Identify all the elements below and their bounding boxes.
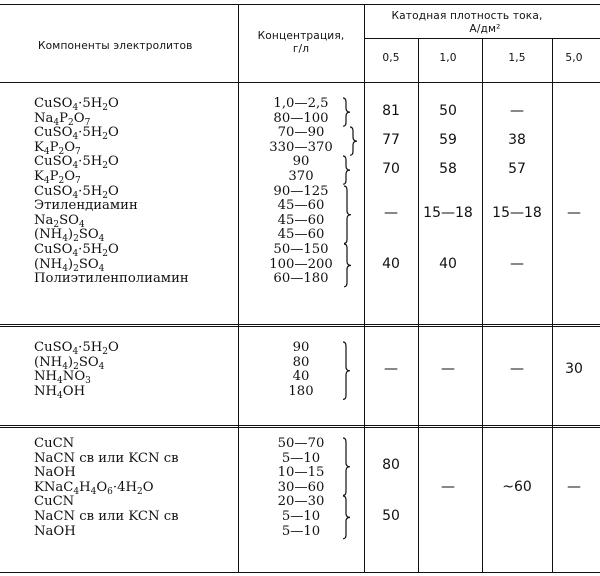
formula-text: KNaC [34,479,74,495]
formula-subscript: 2 [73,361,79,372]
component-name [34,465,76,481]
concentration-value: 80—100 [273,110,329,126]
concentration-value: 50—150 [273,242,329,257]
col-divider-components [238,4,239,572]
formula-text: Na [34,212,54,228]
density-value: 15—18 [492,204,542,221]
concentration-value: 5—10 [281,509,321,524]
rule-section-1b [0,326,600,327]
component-name [34,480,154,496]
density-value: — [510,361,524,378]
rule-header-bottom [0,82,600,83]
formula-text: O [108,340,119,355]
formula-text: SO [78,227,99,243]
formula-subscript: 4 [57,376,63,387]
formula-text: ·5H [78,183,103,199]
formula-text: O [108,242,119,257]
formula-subscript: 7 [84,117,91,128]
group-brace [342,156,352,184]
component-name [34,355,104,371]
formula-subscript: 2 [53,219,60,230]
formula-subscript: 4 [62,263,68,274]
rule-section-1 [0,324,600,325]
header-density-0-5: 0,5 [382,52,400,64]
formula-text: SO [59,212,79,228]
formula-text: P [59,110,69,126]
formula-text: CuCN [34,494,75,510]
component-name [34,509,179,525]
header-components: Компоненты электролитов [38,40,193,52]
formula-text: SO [78,256,99,272]
component-name [34,524,76,540]
component-name [34,257,104,273]
header-concentration-unit: г/л [292,43,310,55]
formula-subscript: 4 [72,190,79,201]
concentration-value: 5—10 [281,450,321,466]
formula-text: CuSO [34,125,73,141]
header-concentration: Концентрация, [257,30,345,42]
concentration-value: 45—60 [277,227,325,243]
component-name [34,198,138,214]
formula-subscript: 7 [75,146,81,157]
concentration-value: 30—60 [277,479,325,495]
formula-subscript: 4 [72,161,79,172]
formula-text: CuSO [34,242,73,257]
component-name [34,111,90,127]
component-name [34,154,119,170]
density-value: — [441,361,455,378]
header-current-density-unit: А/дм² [469,23,501,35]
formula-text: P [49,139,59,155]
formula-text: Полиэтиленполиамин [34,271,189,287]
density-value: 58 [439,161,457,177]
formula-text: NaCN св или KCN св [34,509,179,524]
formula-text: SO [78,354,99,370]
group-brace [342,496,352,539]
formula-text: ·5H [78,340,103,355]
header-density-1-0: 1,0 [439,52,457,64]
density-value: 50 [382,508,400,525]
concentration-value: 90 [292,154,310,170]
density-value: 50 [439,102,457,119]
formula-subscript: 4 [73,486,80,497]
formula-text: O [96,479,108,495]
concentration-value: 180 [288,383,314,399]
component-name [34,384,85,400]
group-brace [343,186,353,243]
group-brace [342,438,352,495]
density-value: — [510,255,524,272]
density-value: 59 [439,131,457,148]
rule-bottom [0,572,600,573]
concentration-value: 70—90 [277,125,325,141]
density-value: 81 [382,102,400,119]
component-name [34,227,104,243]
formula-text: ·5H [78,154,103,170]
formula-text: O [108,125,119,141]
formula-subscript: 2 [102,190,108,201]
formula-text: O [108,154,119,170]
formula-subscript: 4 [72,347,79,357]
concentration-value: 40 [292,369,310,385]
concentration-value: 370 [288,169,314,184]
formula-text: K [34,169,44,184]
formula-text: O [64,139,76,155]
rule-top [0,4,600,5]
formula-text: P [49,169,59,184]
density-value-shared: — [441,479,455,496]
concentration-value: 1,0—2,5 [273,96,329,111]
formula-text: O [64,169,76,184]
formula-subscript: 2 [102,161,108,172]
formula-subscript: 4 [90,486,97,497]
formula-subscript: 2 [73,234,79,245]
col-divider-1-0 [482,38,483,572]
formula-text: O [73,110,85,126]
formula-text: NaOH [34,523,76,539]
formula-text: NH [34,369,58,385]
concentration-value: 10—15 [277,465,325,481]
concentration-value: 45—60 [277,212,325,228]
formula-text: O [108,183,119,199]
component-name [34,140,81,156]
formula-text: Na [34,110,54,126]
formula-subscript: 4 [72,103,79,113]
header-density-1-5: 1,5 [508,52,526,64]
formula-subscript: 4 [57,390,63,401]
density-value-shared: — [567,479,581,496]
formula-subscript: 3 [85,376,91,387]
formula-text: ) [67,256,74,272]
formula-subscript: 4 [98,361,105,372]
density-value: 40 [439,255,457,272]
rule-section-2b [0,427,600,428]
formula-text: ·5H [78,125,103,141]
formula-subscript: 2 [102,132,108,143]
component-name [34,451,179,467]
component-name [34,125,119,141]
component-name [34,494,74,510]
concentration-value: 330—370 [269,139,333,155]
density-value: 57 [508,161,526,177]
formula-text: Этилендиамин [34,198,138,214]
concentration-value: 60—180 [273,271,329,287]
formula-text: H [79,479,91,495]
formula-subscript: 4 [98,234,105,245]
formula-text: OH [62,383,86,399]
group-brace [349,127,359,155]
header-current-density: Катодная плотность тока, [391,10,543,22]
formula-text: (NH [34,354,63,370]
component-name [34,369,91,385]
formula-text: CuSO [34,154,73,170]
formula-subscript: 2 [102,347,108,357]
component-name [34,169,81,185]
density-value: 70 [382,161,400,177]
col-divider-concentration [364,4,365,572]
concentration-value: 45—60 [277,198,325,214]
density-value-shared: ~60 [502,479,532,496]
formula-text: ·4H [112,479,137,495]
formula-text: CuCN [34,436,75,451]
density-value: 80 [382,457,400,474]
component-name [34,184,119,200]
col-divider-0-5 [418,38,419,572]
formula-text: ) [67,227,74,243]
formula-subscript: 4 [72,132,79,143]
concentration-value: 90 [292,340,310,355]
formula-text: O [142,479,154,495]
rule-section-2 [0,425,600,426]
concentration-value: 80 [292,354,310,370]
concentration-value: 50—70 [277,436,325,451]
density-value: — [567,204,581,221]
formula-subscript: 4 [72,249,79,259]
concentration-value: 20—30 [277,494,325,510]
formula-subscript: 2 [58,146,65,157]
formula-subscript: 4 [98,263,105,274]
group-brace [343,244,353,287]
formula-subscript: 2 [102,103,108,113]
formula-text: CuSO [34,183,73,199]
formula-text: ·5H [78,242,103,257]
formula-text: ) [67,354,74,370]
formula-text: O [108,96,119,111]
concentration-value: 90—125 [273,183,329,199]
formula-text: ·5H [78,96,103,111]
group-brace [342,342,352,399]
formula-text: CuSO [34,96,73,111]
group-brace [342,98,352,126]
formula-text: (NH [34,256,63,272]
component-name [34,436,74,452]
formula-text: NaOH [34,465,76,481]
density-value: 40 [382,255,400,272]
formula-subscript: 4 [43,176,50,186]
formula-subscript: 4 [62,234,68,245]
density-value: — [384,204,398,221]
formula-text: (NH [34,227,63,243]
component-name [34,213,85,229]
component-name [34,242,119,258]
component-name [34,271,189,287]
component-name [34,96,119,112]
formula-subscript: 2 [58,176,65,186]
formula-text: NaCN св или KCN св [34,450,179,466]
formula-subscript: 2 [73,263,79,274]
component-name [34,340,119,356]
formula-subscript: 4 [43,146,50,157]
density-value: — [384,361,398,378]
formula-subscript: 7 [75,176,81,186]
formula-text: NO [62,369,86,385]
concentration-value: 100—200 [269,256,333,272]
density-value: 30 [565,361,583,378]
density-value: 38 [508,131,526,148]
density-value: 15—18 [423,204,473,221]
col-divider-1-5 [552,38,553,572]
formula-text: NH [34,383,58,399]
formula-subscript: 2 [102,249,108,259]
formula-subscript: 2 [68,117,74,128]
formula-text: K [34,139,44,155]
formula-subscript: 6 [107,486,113,497]
density-value: 77 [382,131,400,148]
formula-text: CuSO [34,340,73,355]
density-value: — [510,102,524,119]
formula-subscript: 2 [136,486,143,497]
formula-subscript: 4 [62,361,68,372]
formula-subscript: 4 [53,117,60,128]
concentration-value: 5—10 [281,523,321,539]
header-density-5-0: 5,0 [565,52,583,64]
formula-subscript: 4 [79,219,85,230]
